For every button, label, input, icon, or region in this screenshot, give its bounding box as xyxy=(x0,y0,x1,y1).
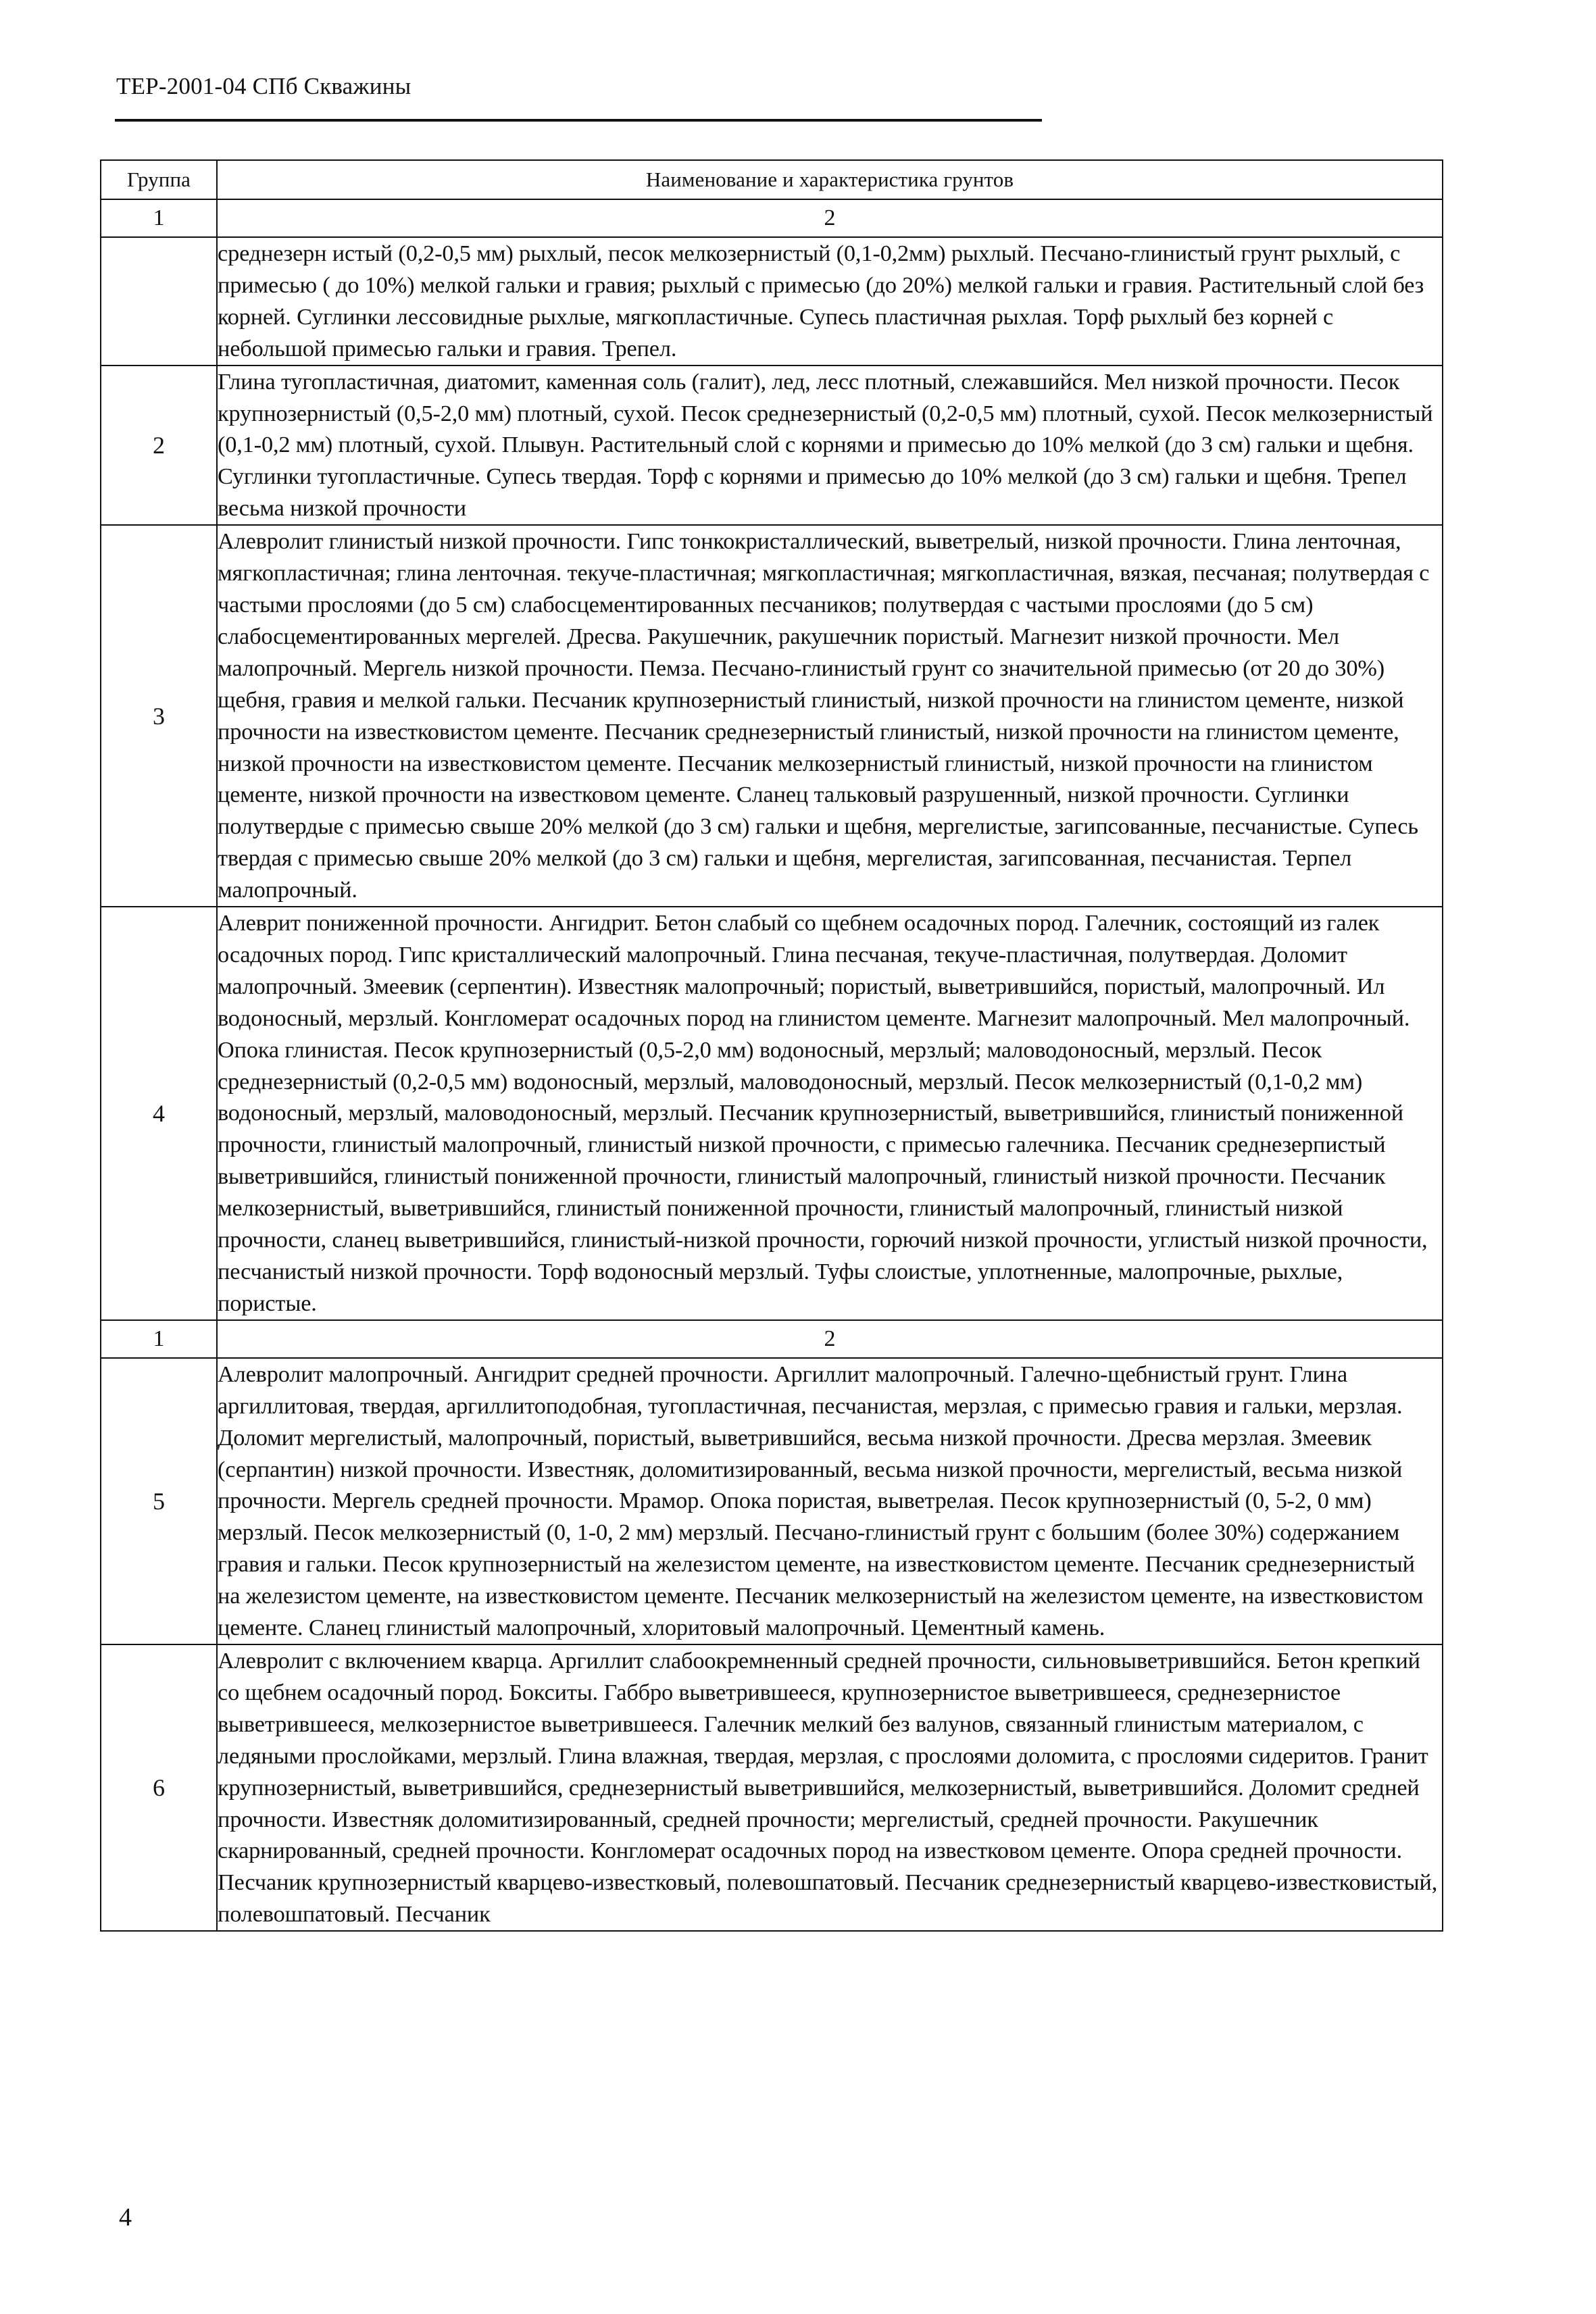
column-number-2: 2 xyxy=(217,1320,1443,1358)
group-cell: 6 xyxy=(101,1644,217,1931)
column-number-row-repeat xyxy=(101,1320,1443,1358)
column-number-row xyxy=(101,199,1443,237)
description-cell: среднезерн истый (0,2-0,5 мм) рыхлый, песок мелкозернистый (0,1-0,2мм) рыхлый. Песчано-глинистый грунт рыхлый, с примесью ( до 10%) мелкой гальки и гравия; рыхлый с примесью (до 20%) мелкой гальки и гравия. Растительный слой без корней. Суглинки лессовидные рыхлые, мягкопластичные. Супесь пластичная рыхлая. Торф рыхлый без корней с небольшой примесью гальки и гравия. Трепел. xyxy=(217,237,1443,366)
table-header-row xyxy=(101,160,1443,199)
page-number: 4 xyxy=(119,2203,132,2232)
column-header-group: Группа xyxy=(101,160,217,199)
group-cell: 3 xyxy=(101,525,217,907)
group-cell: 2 xyxy=(101,366,217,526)
column-number-2: 2 xyxy=(217,199,1443,237)
description-cell: Алевролит малопрочный. Ангидрит средней прочности. Аргиллит малопрочный. Галечно-щебнистый грунт. Глина аргиллитовая, твердая, аргиллитоподобная, тугопластичная, песчанистая, мерзлая, с примесью гравия и гальки, мерзлая. Доломит мергелистый, малопрочный, пористый, выветрившийся, весьма низкой прочности. Дресва мерзлая. Змеевик (серпантин) низкой прочности. Известняк, доломитизированный, весьма низкой прочности, мергелистый, весьма низкой прочности. Мергель средней прочности. Мрамор. Опока пористая, выветрелая. Песок крупнозернистый (0, 5-2, 0 мм) мерзлый. Песок мелкозернистый (0, 1-0, 2 мм) мерзлый. Песчано-глинистый грунт с большим (более 30%) содержанием гравия и гальки. Песок крупнозернистый на железистом цементе, на известковистом цементе. Песчаник среднезернистый на железистом цементе, на известковистом цементе. Песчаник мелкозернистый на железистом цементе, на известковистом цементе. Сланец глинистый малопрочный, хлоритовый малопрочный. Цементный камень. xyxy=(217,1358,1443,1644)
description-cell: Глина тугопластичная, диатомит, каменная соль (галит), лед, лесс плотный, слежавшийся. Мел низкой прочности. Песок крупнозернистый (0,5-2,0 мм) плотный, сухой. Песок среднезернистый (0,2-0,5 мм) плотный, сухой. Песок мелкозернистый (0,1-0,2 мм) плотный, сухой. Плывун. Растительный слой с корнями и примесью до 10% мелкой (до 3 см) гальки и щебня. Суглинки тугопластичные. Супесь твердая. Торф с корнями и примесью до 10% мелкой (до 3 см) гальки и щебня. Трепел весьма низкой прочности xyxy=(217,366,1443,526)
description-cell: Алеврит пониженной прочности. Ангидрит. Бетон слабый со щебнем осадочных пород. Галечник, состоящий из галек осадочных пород. Гипс кристаллический малопрочный. Глина песчаная, текуче-пластичная, полутвердая. Доломит малопрочный. Змеевик (серпентин). Известняк малопрочный; пористый, выветрившийся, пористый, малопрочный. Ил водоносный, мерзлый. Конгломерат осадочных пород на глинистом цементе. Магнезит малопрочный. Мел малопрочный. Опока глинистая. Песок крупнозернистый (0,5-2,0 мм) водоносный, мерзлый; маловодоносный, мерзлый. Песок среднезернистый (0,2-0,5 мм) водоносный, мерзлый, маловодоносный, мерзлый. Песок мелкозернистый (0,1-0,2 мм) водоносный, мерзлый, маловодоносный, мерзлый. Песчаник крупнозернистый, выветрившийся, глинистый пониженной прочности, глинистый малопрочный, глинистый низкой прочности, с примесью галечника. Песчаник среднезерпистый выветрившийся, глинистый пониженной прочности, глинистый малопрочный, глинистый низкой прочности. Песчаник мелкозернистый, выветрившийся, глинистый пониженной прочности, глинистый малопрочный, глинистый низкой прочности, сланец выветрившийся, глинистый-низкой прочности, горючий низкой прочности, углистый низкой прочности, песчанистый низкой прочности. Торф водоносный мерзлый. Туфы слоистые, уплотненные, малопрочные, рыхлые, пористые. xyxy=(217,907,1443,1320)
document-header: ТЕР-2001-04 СПб Скважины xyxy=(116,73,412,99)
header-rule xyxy=(115,119,1042,122)
table-row xyxy=(101,1644,1443,1931)
group-cell: 5 xyxy=(101,1358,217,1644)
group-cell: 4 xyxy=(101,907,217,1320)
table-row xyxy=(101,366,1443,526)
table-row xyxy=(101,907,1443,1320)
table-row xyxy=(101,237,1443,366)
column-number-1: 1 xyxy=(101,199,217,237)
column-number-1: 1 xyxy=(101,1320,217,1358)
description-cell: Алевролит с включением кварца. Аргиллит слабоокремненный средней прочности, сильновыветрившийся. Бетон крепкий со щебнем осадочный пород. Бокситы. Габбро выветрившееся, крупнозернистое выветрившееся, среднезернистое выветрившееся, мелкозернистое выветрившееся. Галечник мелкий без валунов, связанный глинистым материалом, с ледяными прослойками, мерзлый. Глина влажная, твердая, мерзлая, с прослоями доломита, с прослоями сидеритов. Гранит крупнозернистый, выветрившийся, среднезернистый выветрившийся, мелкозернистый, выветрившийся. Доломит средней прочности. Известняк доломитизированный, средней прочности; мергелистый, средней прочности. Ракушечник скарнированный, средней прочности. Конгломерат осадочных пород на известковом цементе. Опора средней прочности. Песчаник крупнозернистый кварцево-известковый, полевошпатовый. Песчаник среднезернистый кварцево-известковистый, полевошпатовый. Песчаник xyxy=(217,1644,1443,1931)
soil-groups-table xyxy=(100,159,1443,1932)
table-row xyxy=(101,1358,1443,1644)
description-cell: Алевролит глинистый низкой прочности. Гипс тонкокристаллический, выветрелый, низкой прочности. Глина ленточная, мягкопластичная; глина ленточная. текуче-пластичная; мягкопластичная; мягкопластичная, вязкая, песчаная; полутвердая с частыми прослоями (до 5 см) слабосцементированных песчаников; полутвердая с частыми прослоями (до 5 см) слабосцементированных мергелей. Дресва. Ракушечник, ракушечник пористый. Магнезит низкой прочности. Мел малопрочный. Мергель низкой прочности. Пемза. Песчано-глинистый грунт со значительной примесью (от 20 до 30%) щебня, гравия и мелкой гальки. Песчаник крупнозернистый глинистый, низкой прочности на глинистом цементе, низкой прочности на известковистом цементе. Песчаник среднезернистый глинистый, низкой прочности на глинистом цементе, низкой прочности на известковистом цементе. Песчаник мелкозернистый глинистый, низкой прочности на глинистом цементе, низкой прочности на известковом цементе. Сланец тальковый разрушенный, низкой прочности. Суглинки полутвердые с примесью свыше 20% мелкой (до 3 см) гальки и щебня, мергелистые, загипсованные, песчанистые. Супесь твердая с примесью свыше 20% мелкой (до 3 см) гальки и щебня, мергелистая, загипсованная, песчанистая. Терпел малопрочный. xyxy=(217,525,1443,907)
group-cell xyxy=(101,237,217,366)
table-row xyxy=(101,525,1443,907)
column-header-description: Наименование и характеристика грунтов xyxy=(217,160,1443,199)
